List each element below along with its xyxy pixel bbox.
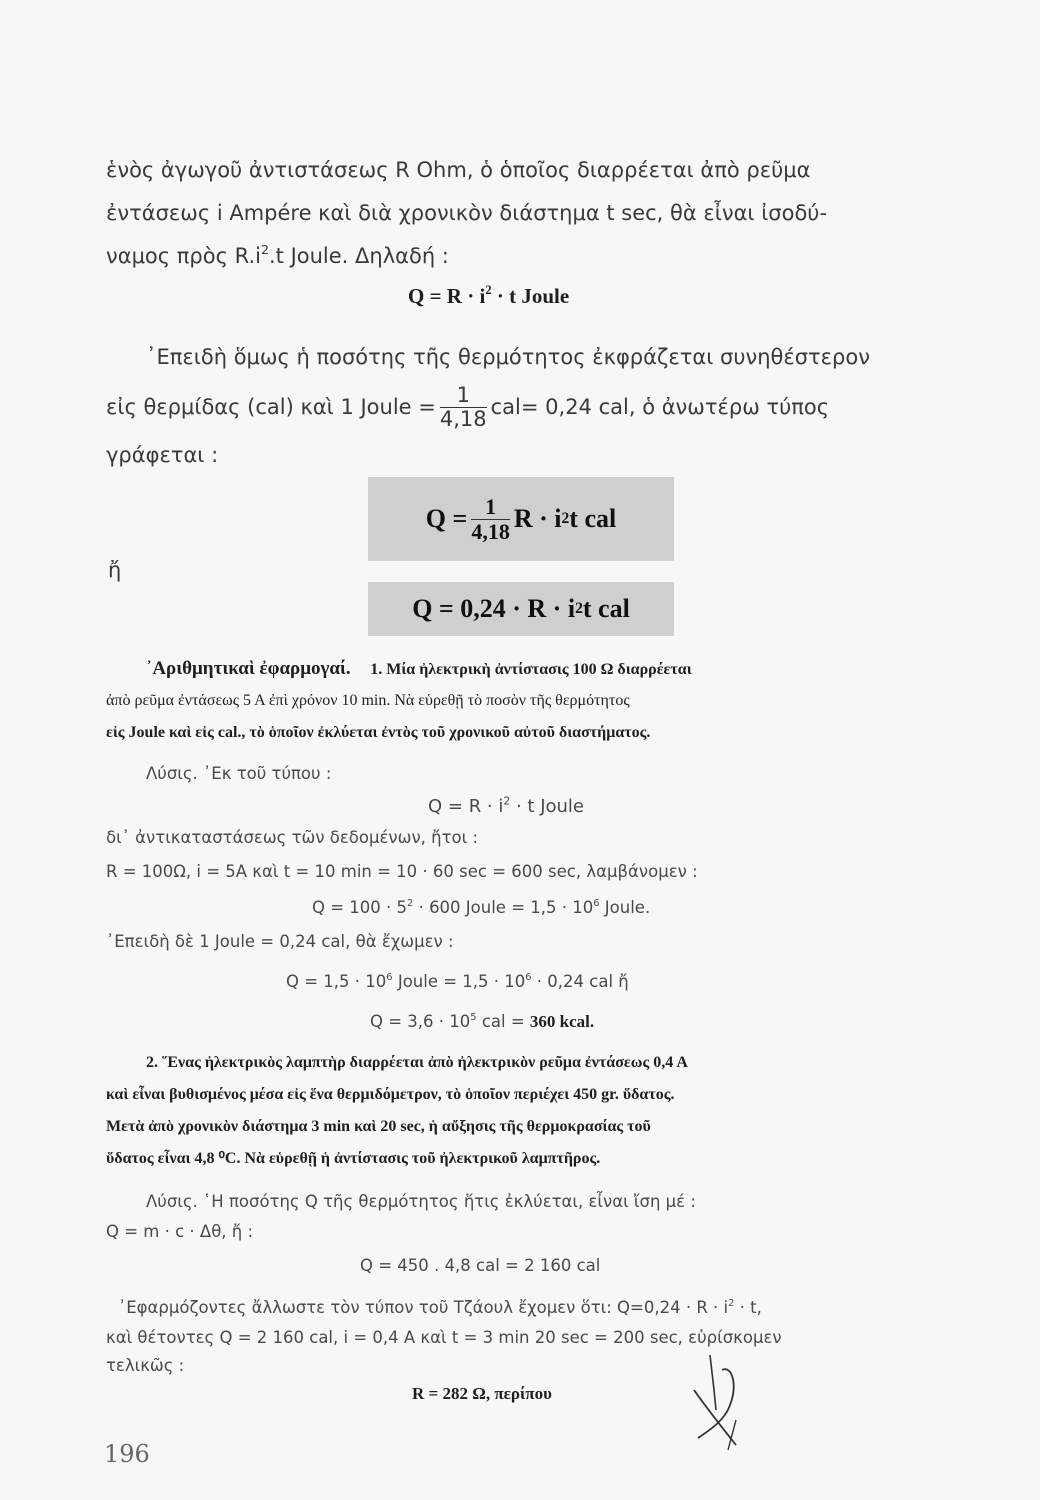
solution-2-line-2: Q = m · c · Δθ, ἤ : bbox=[106, 1222, 254, 1241]
formula-box-2: Q = 0,24 · R · i 2 t cal bbox=[368, 582, 674, 636]
example-1-first-line: ᾿Αριθμητικαὶ ἐφαρμογαί. 1. Μία ἠλεκτρικὴ ἀντίστασις 100 Ω διαρρέεται bbox=[146, 658, 692, 679]
solution-2-line-4: καὶ θέτοντες Q = 2 160 cal, i = 0,4 Α καὶ t = 3 min 20 sec = 200 sec, εὑρίσκομεν bbox=[106, 1328, 782, 1347]
solution-1-line-3: R = 100Ω, i = 5A καὶ t = 10 min = 10 · 60 sec = 600 sec, λαμβάνομεν : bbox=[106, 862, 698, 881]
solution-1-line-1: Λύσις. ᾿Εκ τοῦ τύπου : bbox=[146, 764, 332, 783]
example-1-line-3: εἰς Joule καὶ εἰς cal., τὸ ὁποῖον ἐκλύεται ἐντὸς τοῦ χρονικοῦ αὐτοῦ διαστήματος. bbox=[106, 724, 651, 741]
solution-2-formula: Q = 450 . 4,8 cal = 2 160 cal bbox=[360, 1256, 601, 1275]
intro-line-5: εἰς θερμίδας (cal) καὶ 1 Joule = $\frac{1}{4,18}$ cal= 0,24 cal, ὁ ἀνωτέρω τύπος bbox=[106, 383, 830, 431]
final-result: R = 282 Ω, περίπου bbox=[412, 1384, 552, 1403]
solution-2-line-3: ᾿Εφαρμόζοντες ἄλλωστε τὸν τύπον τοῦ Τζάουλ ἔχομεν ὅτι: $Q=0,24 \cdot R \cdot i^2 \cdot t$, bbox=[118, 1298, 762, 1317]
solution-1-formula-3: $Q = 1,5 \cdot 10^6$ Joule = $1,5 \cdot 10^6 \cdot 0,24$ cal ἤ bbox=[286, 972, 629, 991]
or-label: ἤ bbox=[108, 558, 122, 582]
solution-1-line-2: δι᾿ ἀντικαταστάσεως τῶν δεδομένων, ἤτοι : bbox=[106, 828, 479, 847]
solution-1-line-4: ᾿Επειδὴ δὲ 1 Joule = 0,24 cal, θὰ ἔχωμεν : bbox=[106, 932, 454, 951]
handwritten-cross-mark bbox=[680, 1350, 760, 1460]
page-number: 196 bbox=[104, 1440, 150, 1468]
formula-box-1: Q = $\frac{1}{4,18}$ R · i 2 t cal bbox=[368, 477, 674, 561]
solution-1-formula-1: $Q = R \cdot i^2 \cdot t$ Joule bbox=[428, 794, 584, 817]
example-2-line-3: Μετὰ ἀπὸ χρονικὸν διάστημα 3 min καὶ 20 sec, ἡ αὔξησις τῆς θερμοκρασίας τοῦ bbox=[106, 1118, 651, 1135]
solution-1-formula-2: $Q = 100 \cdot 5^2 \cdot 600$ Joule = $1,5 \cdot 10^6$ Joule. bbox=[312, 898, 651, 917]
section-heading: ᾿Αριθμητικαὶ ἐφαρμογαί. bbox=[146, 658, 351, 679]
intro-line-1: ἑνὸς ἀγωγοῦ ἀντιστάσεως R Ohm, ὁ ὁποῖος διαρρέεται ἀπὸ ρεῦμα bbox=[106, 158, 811, 182]
solution-1-formula-4: $Q = 3,6 \cdot 10^5$ cal = 360 kcal. bbox=[370, 1012, 595, 1031]
solution-2-line-5: τελικῶς : bbox=[106, 1356, 185, 1375]
joule-formula: $Q = R \cdot i^2 \cdot t$ Joule bbox=[408, 283, 570, 308]
intro-line-6: γράφεται : bbox=[106, 443, 219, 467]
intro-line-3: ναμος πρὸς $R.i^2.t$ Joule. Δηλαδή : bbox=[106, 242, 449, 268]
intro-line-2: ἐντάσεως i Ampére καὶ διὰ χρονικὸν διάστημα t sec, θὰ εἶναι ἰσοδύ- bbox=[106, 201, 828, 225]
solution-2-line-1: Λύσις. ῾Η ποσότης Q τῆς θερμότητος ἥτις ἐκλύεται, εἶναι ἴση μέ : bbox=[146, 1192, 696, 1211]
example-2-line-1: 2. ῞Ενας ἠλεκτρικὸς λαμπτὴρ διαρρέεται ἀπὸ ἠλεκτρικὸν ρεῦμα ἐντάσεως 0,4 Α bbox=[146, 1054, 688, 1071]
intro-line-4: ᾿Επειδὴ ὅμως ἡ ποσότης τῆς θερμότητος ἐκφράζεται συνηθέστερον bbox=[146, 345, 870, 369]
example-1-line-2: ἀπὸ ρεῦμα ἐντάσεως 5 Α ἐπὶ χρόνον 10 min. Νὰ εὑρεθῇ τὸ ποσὸν τῆς θερμότητος bbox=[106, 692, 630, 709]
example-2-line-4: ὕδατος εἶναι 4,8 ⁰C. Νὰ εὑρεθῇ ἡ ἀντίστασις τοῦ ἠλεκτρικοῦ λαμπτῆρος. bbox=[106, 1150, 601, 1167]
example-2-line-2: καὶ εἶναι βυθισμένος μέσα εἰς ἕνα θερμιδόμετρον, τὸ ὁποῖον περιέχει 450 gr. ὕδατος. bbox=[106, 1086, 675, 1103]
fraction-1-over-4-18: $\frac{1}{4,18}$ bbox=[439, 383, 487, 431]
